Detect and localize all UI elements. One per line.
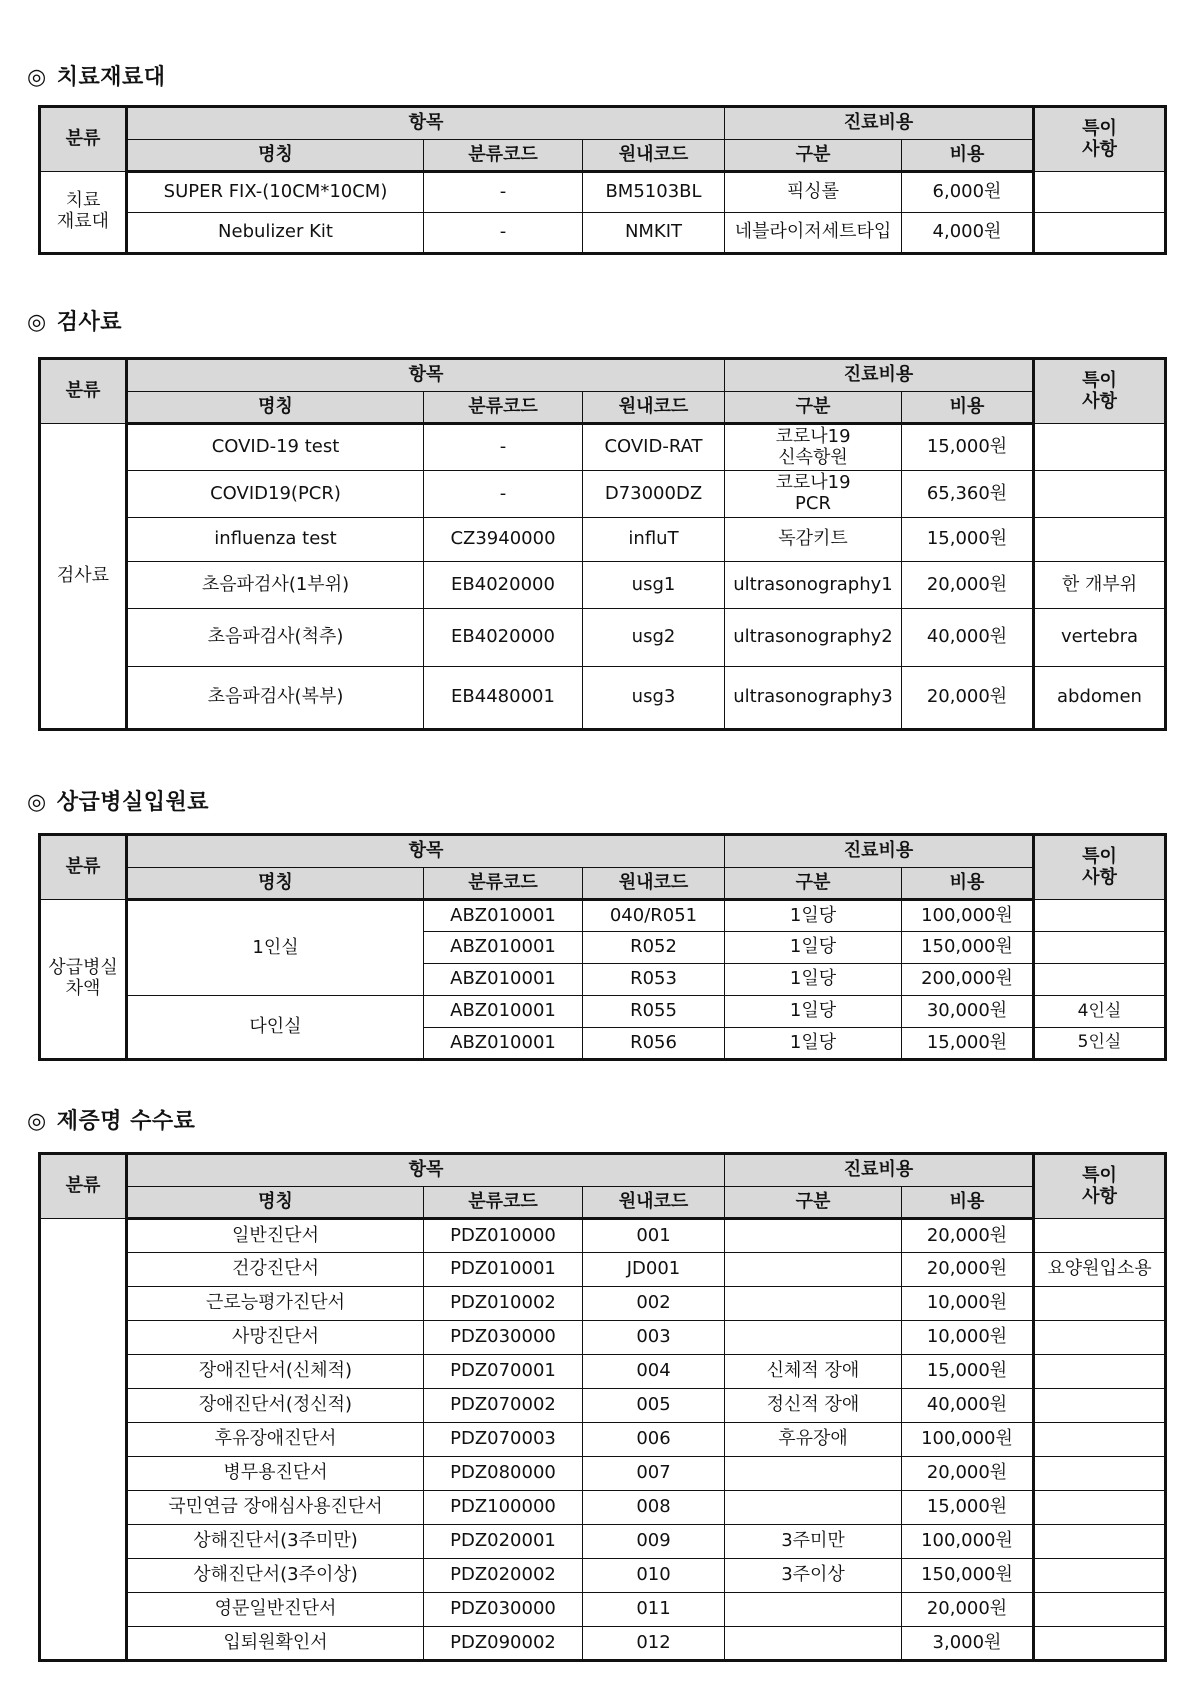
code-cell: PDZ020002 [424, 1559, 583, 1593]
note-cell [1034, 172, 1166, 213]
table-row [40, 667, 1166, 730]
hospital-code-cell: BM5103BL [583, 172, 725, 213]
name-cell: 초음파검사(1부위) [127, 562, 424, 609]
table-row [40, 471, 1166, 518]
note-cell [1034, 1321, 1166, 1355]
code-cell: ABZ010001 [424, 900, 583, 932]
cost-cell: 30,000원 [902, 996, 1034, 1028]
hospital-code-cell: 006 [583, 1423, 725, 1457]
type-cell: ultrasonography2 [725, 609, 902, 667]
header-hospital-code: 원내코드 [583, 868, 725, 900]
section-title-text: 제증명 수수료 [56, 1109, 196, 1134]
category-cell: 상급병실 차액 [40, 900, 127, 1060]
table-row [40, 1321, 1166, 1355]
name-cell: COVID19(PCR) [127, 471, 424, 518]
name-cell: COVID-19 test [127, 424, 424, 471]
cost-cell: 150,000원 [902, 1559, 1034, 1593]
table-row [40, 1525, 1166, 1559]
type-cell [725, 1253, 902, 1287]
cost-cell: 200,000원 [902, 964, 1034, 996]
note-cell [1034, 1219, 1166, 1253]
hospital-code-cell: 008 [583, 1491, 725, 1525]
section-mark-icon: ◎ [27, 65, 47, 90]
code-cell: PDZ010000 [424, 1219, 583, 1253]
note-cell [1034, 1627, 1166, 1661]
section-title-text: 상급병실입원료 [56, 790, 209, 815]
note-cell: 4인실 [1034, 996, 1166, 1028]
table-row [40, 172, 1166, 213]
hospital-code-cell: influT [583, 518, 725, 562]
category-cell: 검사료 [40, 424, 127, 730]
hospital-code-cell: NMKIT [583, 213, 725, 254]
header-item: 항목 [127, 1154, 725, 1187]
note-cell: 5인실 [1034, 1028, 1166, 1060]
name-cell: 장애진단서(신체적) [127, 1355, 424, 1389]
code-cell: PDZ010001 [424, 1253, 583, 1287]
header-category: 분류 [40, 107, 127, 172]
header-name: 명칭 [127, 868, 424, 900]
hospital-code-cell: 003 [583, 1321, 725, 1355]
category-cell [40, 1219, 127, 1661]
name-cell: 입퇴원확인서 [127, 1627, 424, 1661]
type-cell: 1일당 [725, 964, 902, 996]
cost-cell: 3,000원 [902, 1627, 1034, 1661]
note-cell [1034, 1559, 1166, 1593]
table-row [40, 562, 1166, 609]
category-cell: 치료 재료대 [40, 172, 127, 254]
note-cell [1034, 1593, 1166, 1627]
type-cell [725, 1321, 902, 1355]
type-cell: 1일당 [725, 900, 902, 932]
hospital-code-cell: 009 [583, 1525, 725, 1559]
type-cell: ultrasonography1 [725, 562, 902, 609]
treatment-materials-table [38, 105, 1167, 255]
code-cell: PDZ030000 [424, 1593, 583, 1627]
type-cell: 1일당 [725, 996, 902, 1028]
code-cell: - [424, 424, 583, 471]
table-row [40, 1593, 1166, 1627]
code-cell: PDZ020001 [424, 1525, 583, 1559]
header-type: 구분 [725, 868, 902, 900]
note-cell [1034, 471, 1166, 518]
type-cell [725, 1219, 902, 1253]
note-cell [1034, 964, 1166, 996]
note-cell [1034, 1423, 1166, 1457]
header-type: 구분 [725, 1187, 902, 1219]
header-fee: 진료비용 [725, 835, 1034, 868]
code-cell: ABZ010001 [424, 964, 583, 996]
header-name: 명칭 [127, 392, 424, 424]
cost-cell: 6,000원 [902, 172, 1034, 213]
name-cell: 장애진단서(정신적) [127, 1389, 424, 1423]
note-cell [1034, 1457, 1166, 1491]
room-group-cell: 1인실 [127, 900, 424, 996]
type-cell [725, 1627, 902, 1661]
table-row [40, 213, 1166, 254]
header-fee: 진료비용 [725, 359, 1034, 392]
hospital-code-cell: R056 [583, 1028, 725, 1060]
header-category: 분류 [40, 1154, 127, 1219]
hospital-code-cell: 010 [583, 1559, 725, 1593]
header-cost: 비용 [902, 1187, 1034, 1219]
header-fee: 진료비용 [725, 107, 1034, 140]
header-note: 특이 사항 [1034, 359, 1166, 424]
name-cell: 사망진단서 [127, 1321, 424, 1355]
cost-cell: 15,000원 [902, 1028, 1034, 1060]
table-row [40, 1253, 1166, 1287]
header-note: 특이 사항 [1034, 107, 1166, 172]
table-row [40, 609, 1166, 667]
code-cell: - [424, 471, 583, 518]
table-row [40, 1355, 1166, 1389]
type-cell: 신체적 장애 [725, 1355, 902, 1389]
room-group-cell: 다인실 [127, 996, 424, 1060]
code-cell: PDZ100000 [424, 1491, 583, 1525]
cost-cell: 20,000원 [902, 562, 1034, 609]
hospital-code-cell: 040/R051 [583, 900, 725, 932]
type-cell: 독감키트 [725, 518, 902, 562]
note-cell [1034, 1287, 1166, 1321]
header-code: 분류코드 [424, 868, 583, 900]
header-category: 분류 [40, 359, 127, 424]
header-cost: 비용 [902, 868, 1034, 900]
code-cell: - [424, 172, 583, 213]
code-cell: PDZ070002 [424, 1389, 583, 1423]
type-cell: 코로나19 신속항원 [725, 424, 902, 471]
section-title-certificates [27, 1104, 195, 1135]
code-cell: PDZ070001 [424, 1355, 583, 1389]
note-cell [1034, 1355, 1166, 1389]
section-mark-icon: ◎ [27, 310, 47, 335]
hospital-code-cell: usg2 [583, 609, 725, 667]
hospital-code-cell: R053 [583, 964, 725, 996]
type-cell: 3주미만 [725, 1525, 902, 1559]
table-row [40, 1423, 1166, 1457]
hospital-code-cell: COVID-RAT [583, 424, 725, 471]
header-hospital-code: 원내코드 [583, 140, 725, 172]
hospital-code-cell: 004 [583, 1355, 725, 1389]
type-cell: 3주이상 [725, 1559, 902, 1593]
hospital-code-cell: usg1 [583, 562, 725, 609]
section-title-treatment-materials [27, 60, 165, 91]
code-cell: EB4020000 [424, 609, 583, 667]
section-title-tests [27, 305, 122, 336]
name-cell: 초음파검사(복부) [127, 667, 424, 730]
cost-cell: 15,000원 [902, 1355, 1034, 1389]
cost-cell: 20,000원 [902, 1457, 1034, 1491]
code-cell: CZ3940000 [424, 518, 583, 562]
hospital-code-cell: R052 [583, 932, 725, 964]
cost-cell: 100,000원 [902, 1423, 1034, 1457]
header-category: 분류 [40, 835, 127, 900]
note-cell [1034, 518, 1166, 562]
type-cell: 정신적 장애 [725, 1389, 902, 1423]
code-cell: ABZ010001 [424, 996, 583, 1028]
type-cell: 네블라이저세트타입 [725, 213, 902, 254]
header-name: 명칭 [127, 140, 424, 172]
tests-table [38, 357, 1167, 731]
code-cell: PDZ030000 [424, 1321, 583, 1355]
hospital-code-cell: 005 [583, 1389, 725, 1423]
table-row [40, 1491, 1166, 1525]
type-cell [725, 1457, 902, 1491]
table-row [40, 1219, 1166, 1253]
name-cell: 일반진단서 [127, 1219, 424, 1253]
code-cell: EB4020000 [424, 562, 583, 609]
note-cell [1034, 900, 1166, 932]
header-item: 항목 [127, 359, 725, 392]
section-title-text: 치료재료대 [56, 65, 166, 90]
header-cost: 비용 [902, 392, 1034, 424]
name-cell: 근로능평가진단서 [127, 1287, 424, 1321]
note-cell: 요양원입소용 [1034, 1253, 1166, 1287]
section-mark-icon: ◎ [27, 790, 47, 815]
hospital-code-cell: 001 [583, 1219, 725, 1253]
code-cell: PDZ090002 [424, 1627, 583, 1661]
cost-cell: 4,000원 [902, 213, 1034, 254]
type-cell: 후유장애 [725, 1423, 902, 1457]
table-row [40, 1627, 1166, 1661]
cost-cell: 15,000원 [902, 1491, 1034, 1525]
section-mark-icon: ◎ [27, 1109, 47, 1134]
name-cell: 후유장애진단서 [127, 1423, 424, 1457]
type-cell [725, 1491, 902, 1525]
code-cell: PDZ080000 [424, 1457, 583, 1491]
note-cell: vertebra [1034, 609, 1166, 667]
code-cell: PDZ010002 [424, 1287, 583, 1321]
hospital-code-cell: JD001 [583, 1253, 725, 1287]
note-cell [1034, 1491, 1166, 1525]
note-cell [1034, 932, 1166, 964]
header-hospital-code: 원내코드 [583, 392, 725, 424]
header-note: 특이 사항 [1034, 1154, 1166, 1219]
type-cell: ultrasonography3 [725, 667, 902, 730]
cost-cell: 150,000원 [902, 932, 1034, 964]
hospital-code-cell: D73000DZ [583, 471, 725, 518]
name-cell: 영문일반진단서 [127, 1593, 424, 1627]
note-cell: abdomen [1034, 667, 1166, 730]
table-row [40, 1457, 1166, 1491]
cost-cell: 20,000원 [902, 1219, 1034, 1253]
cost-cell: 100,000원 [902, 1525, 1034, 1559]
type-cell: 코로나19 PCR [725, 471, 902, 518]
header-note: 특이 사항 [1034, 835, 1166, 900]
name-cell: SUPER FIX-(10CM*10CM) [127, 172, 424, 213]
hospital-code-cell: 002 [583, 1287, 725, 1321]
table-row [40, 996, 1166, 1028]
table-row [40, 518, 1166, 562]
cost-cell: 40,000원 [902, 1389, 1034, 1423]
note-cell [1034, 1389, 1166, 1423]
header-code: 분류코드 [424, 140, 583, 172]
code-cell: - [424, 213, 583, 254]
header-code: 분류코드 [424, 1187, 583, 1219]
name-cell: 상해진단서(3주미만) [127, 1525, 424, 1559]
note-cell: 한 개부위 [1034, 562, 1166, 609]
premium-room-table [38, 833, 1167, 1061]
name-cell: 초음파검사(척추) [127, 609, 424, 667]
cost-cell: 15,000원 [902, 518, 1034, 562]
name-cell: 병무용진단서 [127, 1457, 424, 1491]
type-cell [725, 1287, 902, 1321]
section-title-text: 검사료 [56, 310, 122, 335]
header-fee: 진료비용 [725, 1154, 1034, 1187]
cost-cell: 20,000원 [902, 1253, 1034, 1287]
name-cell: 상해진단서(3주이상) [127, 1559, 424, 1593]
table-row [40, 900, 1166, 932]
hospital-code-cell: 011 [583, 1593, 725, 1627]
note-cell [1034, 1525, 1166, 1559]
hospital-code-cell: 007 [583, 1457, 725, 1491]
section-title-premium-room [27, 785, 209, 816]
name-cell: 국민연금 장애심사용진단서 [127, 1491, 424, 1525]
header-hospital-code: 원내코드 [583, 1187, 725, 1219]
type-cell: 픽싱롤 [725, 172, 902, 213]
type-cell: 1일당 [725, 932, 902, 964]
table-row [40, 1389, 1166, 1423]
header-item: 항목 [127, 835, 725, 868]
header-item: 항목 [127, 107, 725, 140]
cost-cell: 15,000원 [902, 424, 1034, 471]
cost-cell: 10,000원 [902, 1287, 1034, 1321]
type-cell [725, 1593, 902, 1627]
cost-cell: 20,000원 [902, 667, 1034, 730]
note-cell [1034, 424, 1166, 471]
name-cell: Nebulizer Kit [127, 213, 424, 254]
table-row [40, 1559, 1166, 1593]
header-code: 분류코드 [424, 392, 583, 424]
certificates-table [38, 1152, 1167, 1662]
name-cell: influenza test [127, 518, 424, 562]
name-cell: 건강진단서 [127, 1253, 424, 1287]
hospital-code-cell: 012 [583, 1627, 725, 1661]
cost-cell: 100,000원 [902, 900, 1034, 932]
code-cell: EB4480001 [424, 667, 583, 730]
table-row [40, 1287, 1166, 1321]
cost-cell: 20,000원 [902, 1593, 1034, 1627]
cost-cell: 65,360원 [902, 471, 1034, 518]
header-type: 구분 [725, 392, 902, 424]
cost-cell: 40,000원 [902, 609, 1034, 667]
hospital-code-cell: usg3 [583, 667, 725, 730]
note-cell [1034, 213, 1166, 254]
code-cell: PDZ070003 [424, 1423, 583, 1457]
type-cell: 1일당 [725, 1028, 902, 1060]
hospital-code-cell: R055 [583, 996, 725, 1028]
header-cost: 비용 [902, 140, 1034, 172]
code-cell: ABZ010001 [424, 1028, 583, 1060]
table-row [40, 424, 1166, 471]
code-cell: ABZ010001 [424, 932, 583, 964]
header-type: 구분 [725, 140, 902, 172]
cost-cell: 10,000원 [902, 1321, 1034, 1355]
header-name: 명칭 [127, 1187, 424, 1219]
